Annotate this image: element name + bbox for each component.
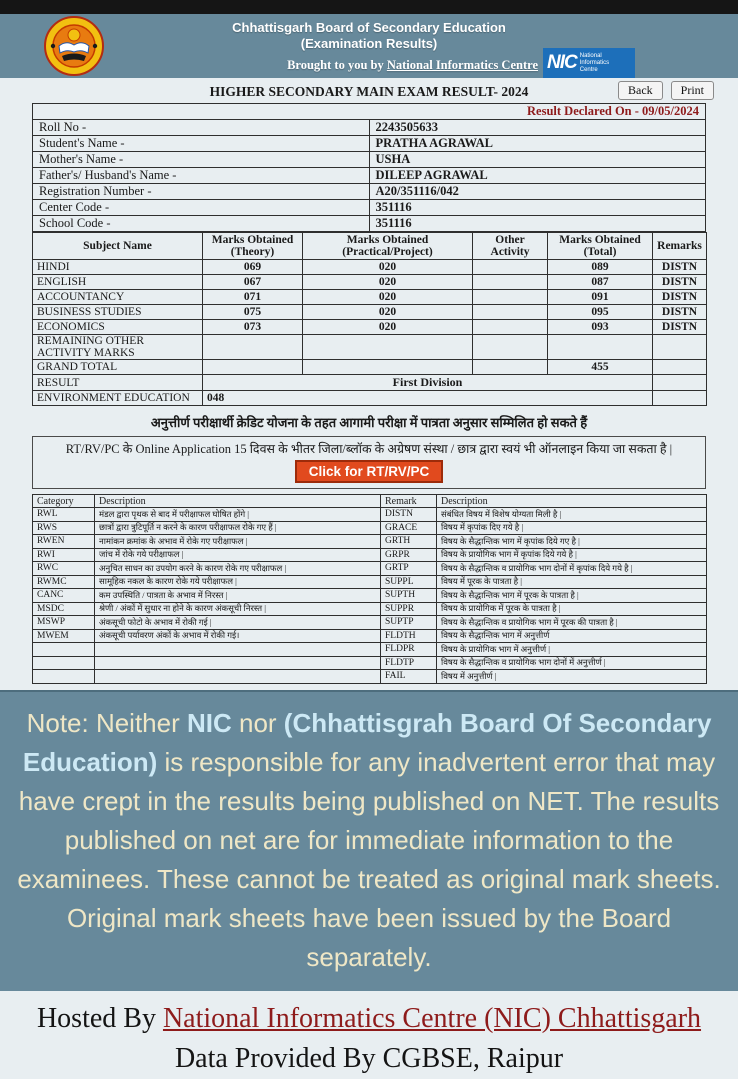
result-declared-on: Result Declared On - 09/05/2024 [33, 104, 706, 120]
remaining-activity-label: REMAINING OTHER ACTIVITY MARKS [33, 335, 203, 360]
board-title: Chhattisgarh Board of Secondary Education [232, 20, 506, 35]
legend-row: RWMC सामूहिक नकल के कारण रोके गये परीक्षाफल | SUPPL विषय में पूरक के पात्रता है | [33, 575, 707, 589]
top-black-bar [0, 0, 738, 14]
print-button[interactable]: Print [671, 81, 714, 100]
student-info-row: School Code - 351116 [33, 216, 706, 232]
student-info-row: Student's Name - PRATHA AGRAWAL [33, 136, 706, 152]
col-subject-name: Subject Name [33, 233, 203, 260]
nic-logo-text: NIC [547, 52, 577, 73]
col-remarks: Remarks [653, 233, 707, 260]
cgbse-board-logo-icon [44, 16, 104, 76]
col-other-activity: Other Activity [473, 233, 548, 260]
disclaimer-note [0, 690, 738, 991]
data-provided-text: Data Provided By CGBSE, Raipur [174, 1042, 564, 1074]
brought-by-prefix: Brought to you by [287, 58, 387, 72]
grand-total-value: 455 [548, 360, 653, 375]
rt-rv-pc-button[interactable]: Click for RT/RV/PC [295, 460, 444, 483]
marks-subject-row: ACCOUNTANCY 071 020 091 DISTN [33, 290, 707, 305]
rt-rv-pc-box [32, 436, 706, 489]
brought-by-line [287, 58, 538, 73]
legend-row: RWEN नामांकन क्रमांक के अभाव में रोके गए परीक्षाफल | GRTH विषय के सैद्धान्तिक भाग में कृपांक दिये गए है | [33, 535, 707, 549]
result-label: RESULT [33, 375, 203, 391]
student-info-row: Center Code - 351116 [33, 200, 706, 216]
marks-header-row [33, 233, 707, 260]
col-marks-practical: Marks Obtained (Practical/Project) [303, 233, 473, 260]
legend-row: FAIL विषय में अनुत्तीर्ण | [33, 670, 707, 684]
environment-education-value: 048 [203, 391, 653, 406]
grand-total-label: GRAND TOTAL [33, 360, 203, 375]
note-segment: Note: Neither [26, 707, 187, 738]
legend-row: RWL मंडल द्वारा पृथक से बाद में परीक्षाफल घोषित होंगे | DISTN संबंधित विषय में विशेष योग्यता मिली है | [33, 508, 707, 522]
student-info-table [32, 103, 706, 232]
page-title: HIGHER SECONDARY MAIN EXAM RESULT- 2024 [209, 84, 529, 99]
student-info-row: Roll No - 2243505633 [33, 120, 706, 136]
nic-header-link[interactable]: National Informatics Centre [386, 58, 538, 72]
marks-subject-row: BUSINESS STUDIES 075 020 095 DISTN [33, 305, 707, 320]
back-button[interactable]: Back [618, 81, 663, 100]
environment-education-label: ENVIRONMENT EDUCATION [33, 391, 203, 406]
result-declared-row [33, 104, 706, 120]
header-banner [0, 14, 738, 78]
student-info-row: Father's/ Husband's Name - DILEEP AGRAWAL [33, 168, 706, 184]
col-marks-total: Marks Obtained (Total) [548, 233, 653, 260]
legend-row: MWEM अंकसूची पर्यावरण अंकों के अभाव में रोकी गई। FLDTH विषय के सैद्धान्तिक भाग में अनुत्तीर्ण [33, 629, 707, 643]
result-row [33, 375, 707, 391]
rt-rv-pc-text: RT/RV/PC के Online Application 15 दिवस के भीतर जिला/ब्लॉक के अग्रेषण संस्था / छात्र द्वारा स्वयं भी ऑनलाइन किया जा सकता है | [65, 442, 673, 456]
title-row [0, 78, 738, 103]
student-info-row: Registration Number - A20/351116/042 [33, 184, 706, 200]
note-segment: NIC [186, 707, 232, 738]
note-segment: (Chhattisgrah Board Of Secondary Education) [22, 707, 712, 777]
legend-row: RWI जांच में रोके गये परीक्षाफल | GRPR विषय के प्रायोगिक भाग में कृपांक दिये गये है | [33, 548, 707, 562]
marks-subject-row: ENGLISH 067 020 087 DISTN [33, 275, 707, 290]
remaining-activity-row [33, 335, 707, 360]
hosted-by-text: Hosted By [36, 1002, 163, 1034]
student-info-row: Mother's Name - USHA [33, 152, 706, 168]
result-division-value: First Division [203, 375, 653, 391]
legend-row: FLDTP विषय के सैद्धान्तिक व प्रायोगिक भाग दोनों में अनुत्तीर्ण | [33, 656, 707, 670]
result-content [32, 103, 706, 684]
grand-total-row [33, 360, 707, 375]
credit-scheme-note: अनुत्तीर्ण परीक्षार्थी क्रेडिट योजना के तहत आगामी परीक्षा में पात्रता अनुसार सम्मिलित हो सकते हैं [150, 415, 588, 430]
note-segment: nor [231, 707, 284, 738]
marks-table [32, 232, 707, 406]
col-marks-theory: Marks Obtained (Theory) [203, 233, 303, 260]
board-subtitle: (Examination Results) [300, 36, 438, 51]
legend-header-row [33, 495, 707, 508]
note-segment: is responsible for any inadvertent error that may have crept in the results being published on NET. The results published on net are for immediate information to the examinees. These cannot be treated as original mark sheets. Original mark sheets have been issued by the Board separately. [17, 746, 721, 972]
nic-logo [543, 48, 635, 78]
legend-row: RWC अनुचित साधन का उपयोग करने के कारण रोके गए परीक्षाफल | GRTP विषय के सैद्धान्तिक व प्रायोगिक भाग दोनों में कृपांक दिये गये है | [33, 562, 707, 576]
marks-subject-row: ECONOMICS 073 020 093 DISTN [33, 320, 707, 335]
footer-nic-link[interactable]: National Informatics Centre (NIC) Chhattisgarh [162, 1002, 702, 1034]
legend-row: CANC कम उपस्थिति / पात्रता के अभाव में निरस्त | SUPTH विषय के सैद्धान्तिक भाग में पूरक के पात्रता है | [33, 589, 707, 603]
marks-subject-row: HINDI 069 020 089 DISTN [33, 260, 707, 275]
legend-row: MSWP अंकसूची फोटो के अभाव में रोकी गई | SUPTP विषय के सैद्धान्तिक व प्रायोगिक भाग में पूरक की पात्रता है | [33, 616, 707, 630]
legend-col-description-1: Description [95, 495, 381, 508]
legend-col-description-2: Description [437, 495, 707, 508]
legend-col-category: Category [33, 495, 95, 508]
nic-logo-caption: National Informatics Centre [579, 52, 610, 73]
legend-row: MSDC श्रेणी / अंकों में सुधार ना होने के कारण अंकसूची निरस्त | SUPPR विषय के प्रायोगिक में पूरक के पात्रता है | [33, 602, 707, 616]
footer [0, 991, 738, 1079]
remarks-legend-table [32, 494, 707, 684]
legend-col-remark: Remark [381, 495, 437, 508]
legend-row: RWS छात्रों द्वारा त्रुटिपूर्ति न करने के कारण परीक्षाफल रोके गए हैं | GRACE विषय में कृपांक दिए गये है | [33, 521, 707, 535]
environment-education-row [33, 391, 707, 406]
legend-row: FLDPR विषय के प्रायोगिक भाग में अनुत्तीर्ण | [33, 643, 707, 657]
toolbar [614, 81, 714, 100]
